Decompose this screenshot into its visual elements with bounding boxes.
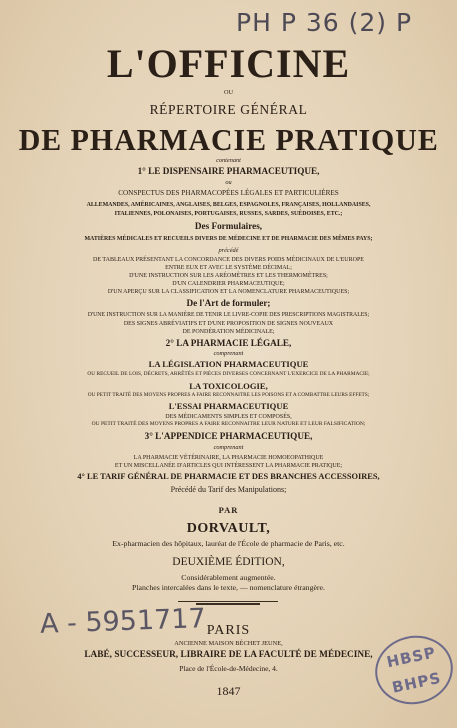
body-line: Précédé du Tarif des Manipulations;	[170, 485, 287, 494]
par-label: PAR	[218, 505, 239, 515]
section-1-heading: 1° LE DISPENSAIRE PHARMACEUTIQUE,	[137, 166, 320, 176]
body-heading: Des Formulaires,	[194, 221, 263, 231]
author-description: Ex-pharmacien des hôpitaux, lauréat de l'École de pharmacie de Paris, etc.	[112, 539, 345, 548]
body-line: ITALIENNES, POLONAISES, PORTUGAISES, RUSSES, SARDES, SUÉDOISES, ETC.;	[114, 211, 343, 217]
title-ou: OU	[223, 89, 234, 96]
body-line: MATIÈRES MÉDICALES ET RECUEILS DIVERS DE MÉDECINE ET DE PHARMACIE DES MÊMES PAYS;	[84, 236, 373, 242]
body-line: DES SIGNES ABRÉVIATIFS ET D'UNE PROPOSITION DE SIGNES NOUVEAUX	[123, 321, 334, 327]
stamp-line-2: BHPS	[390, 668, 443, 697]
inventory-number-handwritten: A - 5951717	[39, 603, 207, 640]
body-line: précédé	[218, 247, 239, 254]
body-line: ENTRE EUX ET AVEC LE SYSTÈME DÉCIMAL;	[165, 265, 292, 271]
body-line: contenant	[216, 157, 241, 164]
body-line: ET UN MISCELLANÉE D'ARTICLES QUI INTÉRESSENT LA PHARMACIE PRATIQUE;	[114, 463, 343, 469]
ornament-rule	[196, 603, 260, 605]
body-line: D'UN APERÇU SUR LA CLASSIFICATION ET LA NOMENCLATURE PHARMACEUTIQUES;	[107, 289, 350, 295]
body-line: DE TABLEAUX PRÉSENTANT LA CONCORDANCE DES DIVERS POIDS MÉDICINAUX DE L'EUROPE	[93, 257, 364, 263]
imprint-house: ANCIENNE MAISON BÉCHET JEUNE,	[174, 640, 283, 647]
title-main-2: DE PHARMACIE PRATIQUE	[18, 122, 439, 157]
title-sub: RÉPERTOIRE GÉNÉRAL	[149, 102, 308, 117]
imprint-city: PARIS	[206, 623, 251, 638]
body-heading: LA TOXICOLOGIE,	[189, 381, 268, 391]
ornament-rule	[178, 601, 278, 602]
body-heading: L'ESSAI PHARMACEUTIQUE	[168, 401, 289, 411]
shelfmark-handwritten: PH P 36 (2) P	[236, 8, 413, 37]
body-heading: De l'Art de formuler;	[186, 298, 271, 308]
body-line: LA PHARMACIE VÉTÉRINAIRE, LA PHARMACIE HOMOEOPATHIQUE	[133, 455, 324, 461]
body-line: CONSPECTUS DES PHARMACOPÉES LÉGALES ET PARTICULIÈRES	[118, 189, 339, 197]
imprint-address: Place de l'École-de-Médecine, 4.	[179, 664, 278, 673]
body-line: ou	[225, 179, 232, 186]
title-main: L'OFFICINE	[106, 41, 351, 86]
body-line: ALLEMANDES, AMÉRICAINES, ANGLAISES, BELGES, ESPAGNOLES, FRANÇAISES, HOLLANDAISES,	[86, 202, 371, 208]
edition-note-1: Considérablement augmentée.	[181, 573, 276, 582]
body-line: D'UN CALENDRIER PHARMACEUTIQUE;	[172, 281, 285, 287]
body-line: DE PONDÉRATION MÉDICINALE;	[182, 329, 275, 335]
section-4-heading: 4° LE TARIF GÉNÉRAL DE PHARMACIE ET DES BRANCHES ACCESSOIRES,	[77, 472, 380, 481]
imprint-year: 1847	[216, 684, 241, 698]
body-line: OU PETIT TRAITÉ DES MOYENS PROPRES A FAIRE RECONNAITRE LEUR NATURE ET LEUR FALSIFICATION;	[91, 421, 366, 427]
body-line: DES MÉDICAMENTS SIMPLES ET COMPOSÉS,	[165, 414, 292, 420]
edition: DEUXIÈME ÉDITION,	[172, 556, 285, 568]
author-name: DORVAULT,	[186, 521, 271, 536]
stamp-line-1: HBSP	[385, 643, 438, 672]
body-line: D'UNE INSTRUCTION SUR LES ARÉOMÈTRES ET LES THERMOMÈTRES;	[129, 273, 328, 279]
body-heading: LA LÉGISLATION PHARMACEUTIQUE	[148, 359, 309, 369]
body-line: OU RECUEIL DE LOIS, DÉCRETS, ARRÊTÉS ET PIÈCES DIVERSES CONCERNANT L'EXERCICE DE LA PHARMACIE;	[87, 371, 370, 377]
body-line: OU PETIT TRAITÉ DES MOYENS PROPRES A FAIRE RECONNAITRE LES POISONS ET A COMBATTRE LEURS EFFETS;	[87, 392, 370, 398]
imprint-publisher: LABÉ, SUCCESSEUR, LIBRAIRE DE LA FACULTÉ DE MÉDECINE,	[84, 650, 373, 660]
section-2-heading: 2° LA PHARMACIE LÉGALE,	[165, 338, 292, 348]
body-line: D'UNE INSTRUCTION SUR LA MANIÈRE DE TENIR LE LIVRE-COPIE DES PRESCRIPTIONS MAGISTRALES;	[87, 312, 370, 318]
body-line: comprenant	[213, 444, 244, 451]
body-line: comprenant	[213, 350, 244, 357]
section-3-heading: 3° L'APPENDICE PHARMACEUTIQUE,	[144, 431, 313, 441]
edition-note-2: Planches intercalées dans le texte, — nomenclature étrangère.	[132, 583, 325, 592]
